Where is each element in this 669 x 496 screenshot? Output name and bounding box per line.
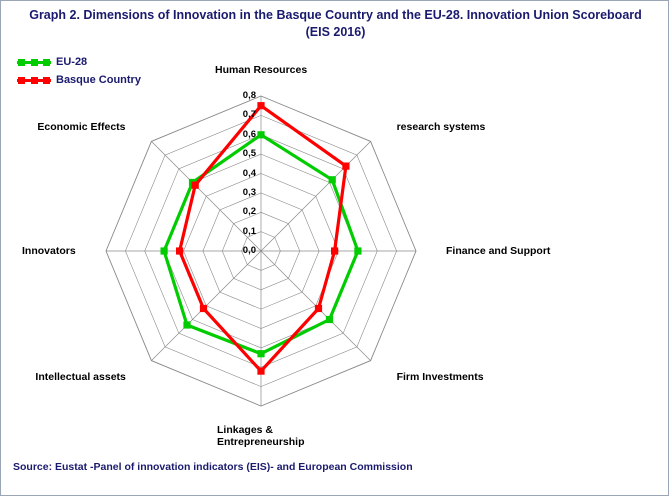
data-point-marker [315,305,322,312]
data-point-marker [257,350,264,357]
axis-label: Firm Investments [396,370,484,383]
data-point-marker [331,247,338,254]
legend-marker-basque [17,74,51,86]
data-point-marker [192,182,199,189]
data-point-marker [176,247,183,254]
radial-tick-label: 0,1 [242,225,256,237]
radial-tick-label: 0,6 [242,128,256,140]
page-title: Graph 2. Dimensions of Innovation in the Basque Country and the EU-28. Innovation Union Scoreboard (EIS 2016) [29,8,642,39]
axis-label: Human Resources [215,64,308,76]
data-point-marker [329,176,336,183]
radial-tick-label: 0,8 [242,90,256,101]
radial-tick-label: 0,0 [242,245,256,256]
source-note: Source: Eustat -Panel of innovation indicators (EIS)- and European Commission [13,461,413,473]
radial-tick-label: 0,3 [242,186,256,198]
data-point-marker [326,316,333,323]
radial-tick-label: 0,5 [242,148,256,160]
axis-label: Innovators [22,245,76,257]
data-point-marker [354,247,361,254]
radial-tick-label: 0,7 [242,109,256,121]
axis-label: Economic Effects [37,121,126,134]
data-point-marker [257,368,264,375]
radial-tick-label: 0,2 [242,206,256,218]
legend-label-eu28: EU-28 [56,56,88,68]
axis-label: Finance and Support [446,245,551,257]
data-point-marker [257,102,264,109]
legend-marker-eu28 [17,56,51,68]
axis-spoke [261,141,371,251]
data-point-marker [342,163,349,170]
axis-label: research systems [396,121,486,134]
radial-tick-label: 0,4 [242,167,256,179]
data-point-marker [183,321,190,328]
legend-label-basque: Basque Country [56,74,141,86]
data-point-marker [200,305,207,312]
data-point-marker [257,131,264,138]
axis-label: Intellectual assets [35,370,126,383]
axis-label: Linkages & Entrepreneurship [217,424,305,448]
data-point-marker [161,247,168,254]
